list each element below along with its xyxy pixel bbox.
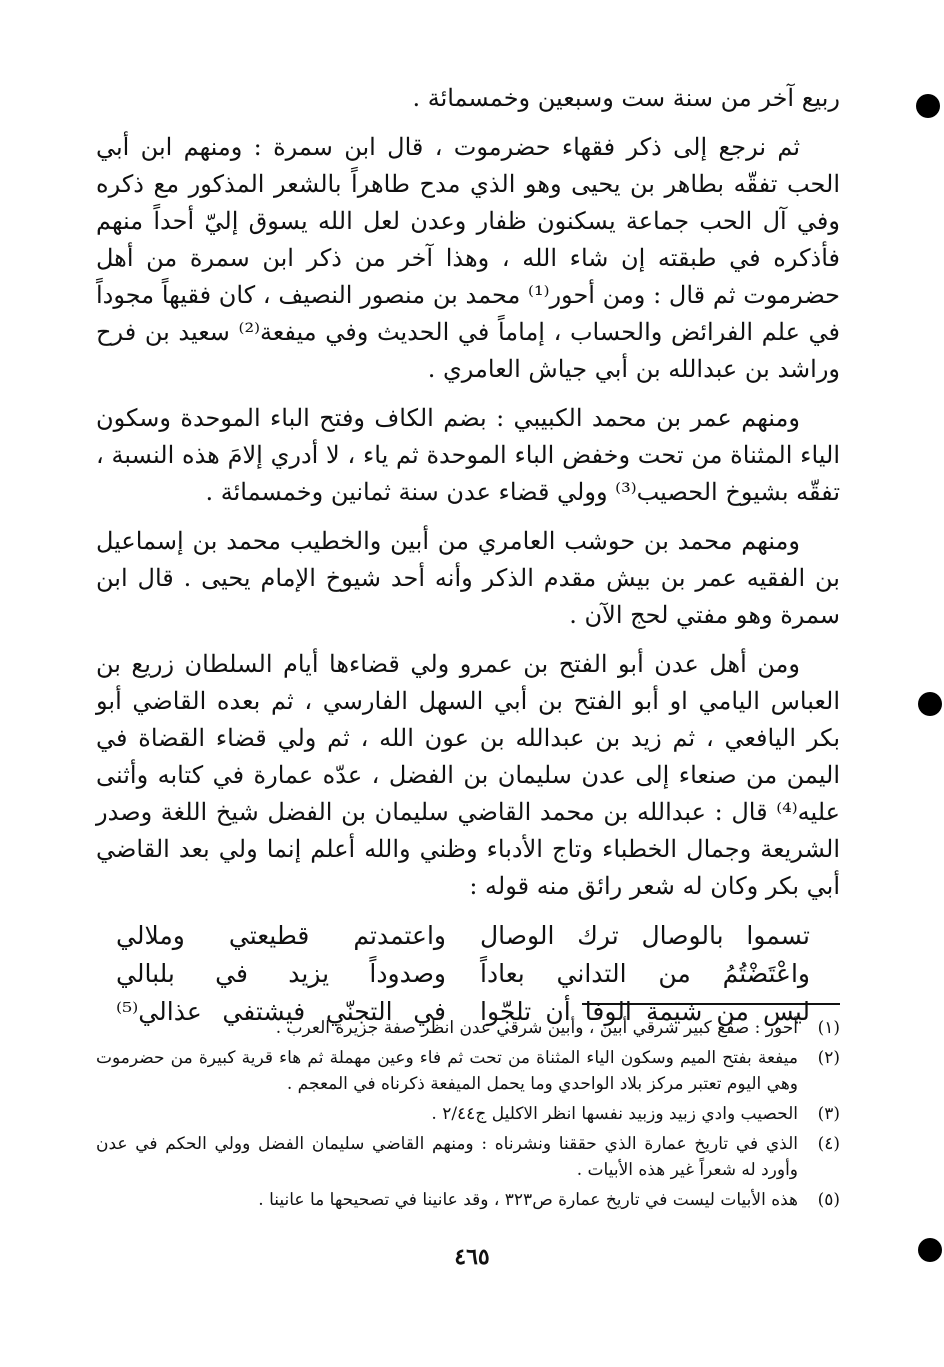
- paragraph-2: ثم نرجع إلى ذكر فقهاء حضرموت ، قال ابن سمرة : ومنهم ابن أبي الحب تفقّه بطاهر بن يحيى وهو الذي مدح طاهراً بالشعر المذكور مع ذكره وفي آل الحب جماعة يسكنون ظفار وعدن لعل الله يسوق إليّ أحداً منهم فأذكره في طبقته إن شاء الله ، وهذا آخر من ذكر ابن سمرة من أهل حضرموت ثم قال : ومن أحور⁽¹⁾ محمد بن منصور النصيف ، كان فقيهاً مجوداً في علم الفرائض والحساب ، إماماً في الحديث وفي ميفعة⁽²⁾ سعيد بن فرح وراشد بن عبدالله بن أبي جياش العامري .: [96, 133, 840, 383]
- page-body: [96, 80, 840, 1031]
- footnote: [96, 1187, 840, 1213]
- poem-hemistich-left: في التجنّي فيشتفي عذالي⁽⁵⁾: [116, 997, 446, 1026]
- footnote-number: (٣): [817, 1104, 840, 1124]
- poem-verse: [96, 955, 840, 993]
- footnote-separator: [582, 1003, 840, 1005]
- binder-hole-top: [916, 94, 940, 118]
- binder-hole-middle: [918, 692, 942, 716]
- footnotes: [96, 1015, 840, 1217]
- footnote: [96, 1015, 840, 1041]
- footnote-number: (٤): [817, 1134, 840, 1154]
- footnote-text: هذه الأبيات ليست في تاريخ عمارة ص٣٢٣ ، وقد عانينا في تصحيحها ما عانينا .: [258, 1190, 798, 1210]
- footnote-text: الحصيب وادي زبيد وزبيد نفسها انظر الاكليل ج٢/٤٤ .: [431, 1104, 798, 1124]
- footnote-number: (٥): [817, 1190, 840, 1210]
- paragraph-5: ومن أهل عدن أبو الفتح بن عمرو ولي قضاءها أيام السلطان زريع بن العباس اليامي او أبو الفتح بن أبي السهل الفارسي ، ثم بعده القاضي أبو بكر اليافعي ، ثم زيد بن عبدالله بن عون الله ، ثم ولي قضاء القضاة في اليمن من صنعاء إلى عدن سليمان بن الفضل ، عدّه عمارة في كتابه وأثنى عليه⁽⁴⁾ قال : عبدالله بن محمد القاضي سليمان بن الفضل شيخ اللغة وصدر الشريعة وجمال الخطباء وتاج الأدباء وظني والله أعلم إنما ولي بعد القاضي أبي بكر وكان له شعر رائق منه قوله :: [96, 650, 841, 900]
- page-number: ٤٦٥: [454, 1244, 490, 1270]
- footnote-text: ميفعة بفتح الميم وسكون الياء المثناة من تحت ثم فاء وعين مهملة ثم هاء قرية كبيرة من حضرموت وهي اليوم تعتبر مركز بلاد الواحدي وما يحمل الميفعة ذكرناه في المعجم .: [96, 1048, 798, 1094]
- footnote-number: (٢): [817, 1048, 840, 1068]
- poem-hemistich-right: واعْتَضْتُمُ من التداني بعاداً: [480, 959, 810, 988]
- paragraph-4: ومنهم محمد بن حوشب العامري من أبين والخطيب محمد بن إسماعيل بن الفقيه عمر بن بيش مقدم الذكر وأنه أحد شيوخ الإمام يحيى . قال ابن سمرة وهو مفتي لحج الآن .: [96, 527, 840, 629]
- paragraph-1: ربيع آخر من سنة ست وسبعين وخمسمائة .: [412, 84, 840, 112]
- footnote-text: أحور : صقع كبير شرقي أبين ، وأبين شرقي عدن انظر صفة جزيرة العرب .: [275, 1018, 798, 1038]
- poem-hemistich-right: ليس من شيمة الوفا أن تلجّوا: [480, 997, 810, 1026]
- footnote: [96, 1045, 840, 1097]
- poem-hemistich-left: وصدوداً يزيد في بلبالي: [116, 959, 446, 988]
- footnote-text: الذي في تاريخ عمارة الذي حققنا ونشرناه : ومنهم القاضي سليمان الفضل وولي الحكم في عدن وأورد له شعراً غير هذه الأبيات .: [96, 1134, 798, 1180]
- paragraph-3: ومنهم عمر بن محمد الكبيبي : بضم الكاف وفتح الباء الموحدة وسكون الياء المثناة من تحت وخفض الباء الموحدة ثم ياء ، لا أدري إلامَ هذه النسبة ، تفقّه بشيوخ الحصيب⁽³⁾ وولي قضاء عدن سنة ثمانين وخمسمائة .: [96, 404, 840, 506]
- main-text: [96, 80, 840, 905]
- poem-verse: [96, 917, 840, 955]
- footnote-number: (١): [817, 1018, 840, 1038]
- binder-hole-bottom: [918, 1238, 942, 1262]
- footnote: [96, 1101, 840, 1127]
- footnote: [96, 1131, 840, 1183]
- poem-hemistich-right: تسموا بالوصال ترك الوصال: [480, 921, 810, 950]
- poem-hemistich-left: واعتمدتم قطيعتي وملالي: [116, 921, 446, 950]
- poem: [96, 917, 840, 1031]
